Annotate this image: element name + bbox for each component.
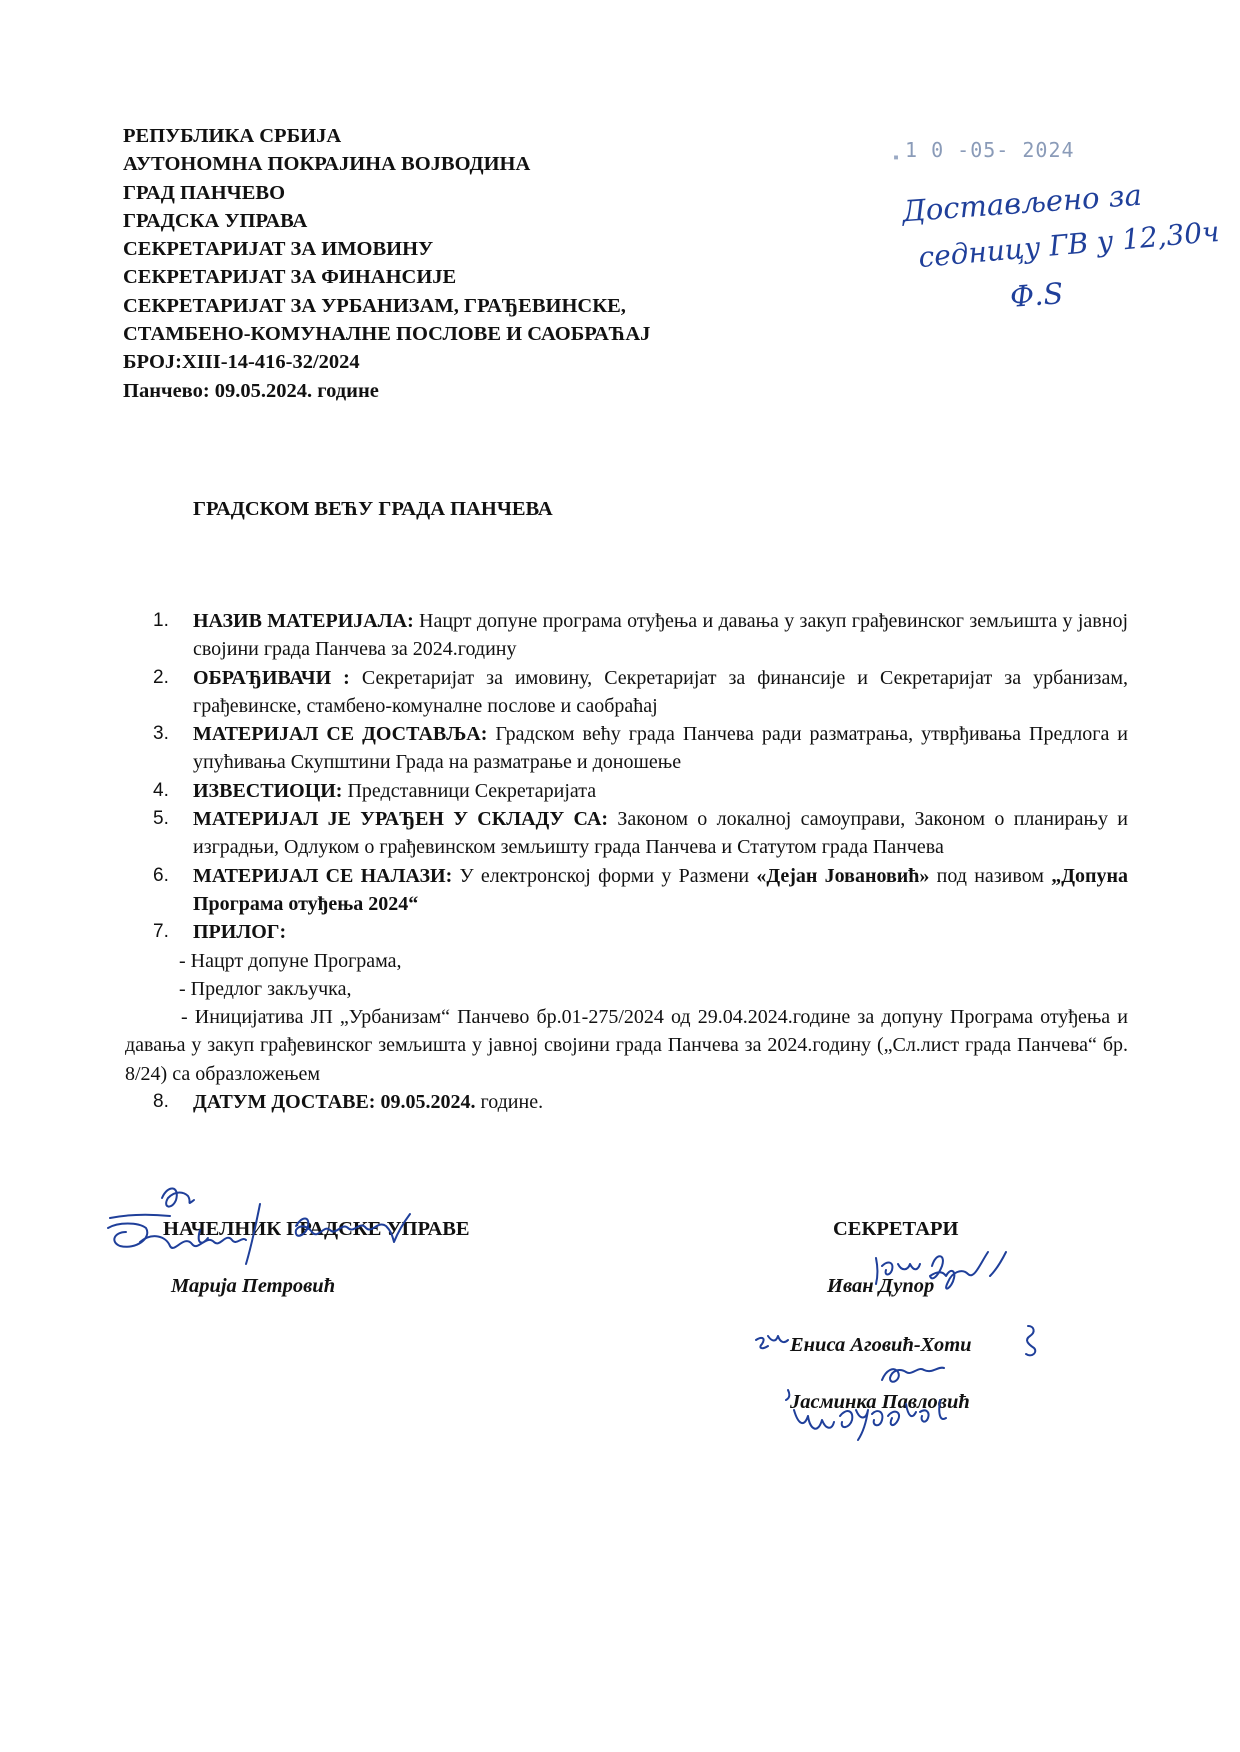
item-text: Нацрт допуне програма отуђења и давања у закуп грађевинског земљишта у јавној својини града Панчева за 2024.годину (193, 610, 1128, 661)
signatory-name-secretary-3: Јасминка Павловић (790, 1391, 970, 1413)
item-number: 7. (153, 921, 169, 943)
item-bold-title: „Допуна Програма отуђења 2024“ (193, 864, 1129, 915)
header-line-province: АУТОНОМНА ПОКРАЈИНА ВОЈВОДИНА (123, 153, 531, 176)
item-label: ОБРАЂИВАЧИ : (193, 666, 350, 689)
list-item (153, 720, 1128, 777)
stamp-dot: ▪ (893, 152, 901, 163)
items-list (125, 607, 1129, 1116)
item-label: ПРИЛОГ: (193, 921, 287, 944)
list-item (153, 607, 1128, 664)
item-label: НАЗИВ МАТЕРИЈАЛА: (193, 610, 414, 632)
item-number: 2. (153, 666, 169, 688)
handwritten-note-line-2: седницу ГВ у 12,30ч (917, 214, 1221, 275)
handwritten-note-initials: Ф.S (1008, 276, 1065, 314)
header-line-place-date: Панчево: 09.05.2024. године (123, 379, 379, 402)
header-line-secretariat-finance: СЕКРЕТАРИЈАТ ЗА ФИНАНСИЈЕ (123, 266, 457, 289)
signatory-title-secretaries: СЕКРЕТАРИ (833, 1218, 959, 1240)
signatory-name-head: Марија Петровић (171, 1275, 336, 1297)
item-text: Законом о локалној самоуправи, Законом о планирању и изградњи, Одлуком о грађевинском земљишту града Панчева и Статутом града Панчева (193, 808, 1129, 859)
signatory-name-secretary-1: Иван Дупор (827, 1275, 935, 1297)
list-item (153, 918, 1128, 946)
signature-secretary-1-scribble (870, 1236, 1020, 1296)
item-label: МАТЕРИЈАЛ СЕ ДОСТАВЉА: (193, 723, 488, 746)
list-item (153, 1088, 1128, 1116)
header-line-city: ГРАД ПАНЧЕВО (123, 181, 286, 204)
item-label: ДАТУМ ДОСТАВЕ: 09.05.2024. (193, 1091, 476, 1114)
attachment-item: - Иницијатива ЈП „Урбанизам“ Панчево бр.01-275/2024 од 29.04.2024.године за допуну Програма отуђења и давања у закуп грађевинског земљишта у јавној својини града Панчева за 2024.годину („Сл.лист града Панчева“ бр. 8/24) са образложењем (125, 1006, 1128, 1085)
document-header (123, 122, 803, 405)
item-text: Представници Секретаријата (342, 779, 597, 802)
list-item (153, 805, 1128, 862)
header-line-secretariat-property: СЕКРЕТАРИЈАТ ЗА ИМОВИНУ (123, 238, 434, 261)
item-text: године. (475, 1091, 544, 1114)
item-number: 8. (153, 1091, 169, 1113)
stamp-date: 1 0 -05- 2024 (905, 138, 1075, 162)
item-label: ИЗВЕСТИОЦИ: (193, 779, 343, 802)
attachment-item: - Нацрт допуне Програма, (179, 949, 402, 972)
item-bold-name: «Дејан Јовановић» (756, 864, 930, 887)
item-text: У електронској форми у Размени (452, 864, 757, 887)
item-text: Секретаријат за имовину, Секретаријат за финансије и Секретаријат за урбанизам, грађевинске, стамбено-комуналне послове и саобраћај (193, 666, 1128, 717)
addressee: ГРАДСКОМ ВЕЋУ ГРАДА ПАНЧЕВА (193, 498, 553, 520)
item-number: 5. (153, 808, 169, 830)
list-item (153, 777, 1128, 805)
signatory-title-head: НАЧЕЛНИК ГРАДСКЕ УПРАВЕ (163, 1218, 470, 1240)
signature-head-scribble (100, 1180, 540, 1290)
list-item (153, 664, 1128, 721)
item-number: 4. (153, 779, 169, 801)
item-label: МАТЕРИЈАЛ ЈЕ УРАЂЕН У СКЛАДУ СА: (193, 808, 609, 831)
item-text: Градском већу града Панчева ради разматрања, утврђивања Предлога и упућивања Скупштини Града на разматрање и доношење (193, 723, 1129, 774)
header-line-administration: ГРАДСКА УПРАВА (123, 209, 308, 232)
item-number: 6. (153, 864, 169, 886)
received-date-stamp (893, 138, 1075, 163)
item-label: МАТЕРИЈАЛ СЕ НАЛАЗИ: (193, 864, 453, 887)
signatory-name-secretary-2: Ениса Аговић-Хоти (790, 1334, 972, 1356)
signature-secretary-3-scribble (780, 1380, 980, 1450)
header-line-secretariat-urbanism: СЕКРЕТАРИЈАТ ЗА УРБАНИЗАМ, ГРАЂЕВИНСКЕ, (123, 294, 626, 317)
item-number: 3. (153, 723, 169, 745)
list-item (153, 862, 1128, 919)
header-line-republic: РЕПУБЛИКА СРБИЈА (123, 125, 342, 147)
attachment-item: - Предлог закључка, (179, 977, 352, 1000)
header-line-secretariat-urbanism-cont: СТАМБЕНО-КОМУНАЛНЕ ПОСЛОВЕ И САОБРАЋАЈ (123, 323, 651, 346)
item-text-cont: под називом (929, 864, 1052, 887)
item-number: 1. (153, 610, 169, 631)
handwritten-note-line-1: Достављено за (901, 177, 1143, 229)
header-line-reference-number: БРОЈ:XIII-14-416-32/2024 (123, 351, 360, 374)
